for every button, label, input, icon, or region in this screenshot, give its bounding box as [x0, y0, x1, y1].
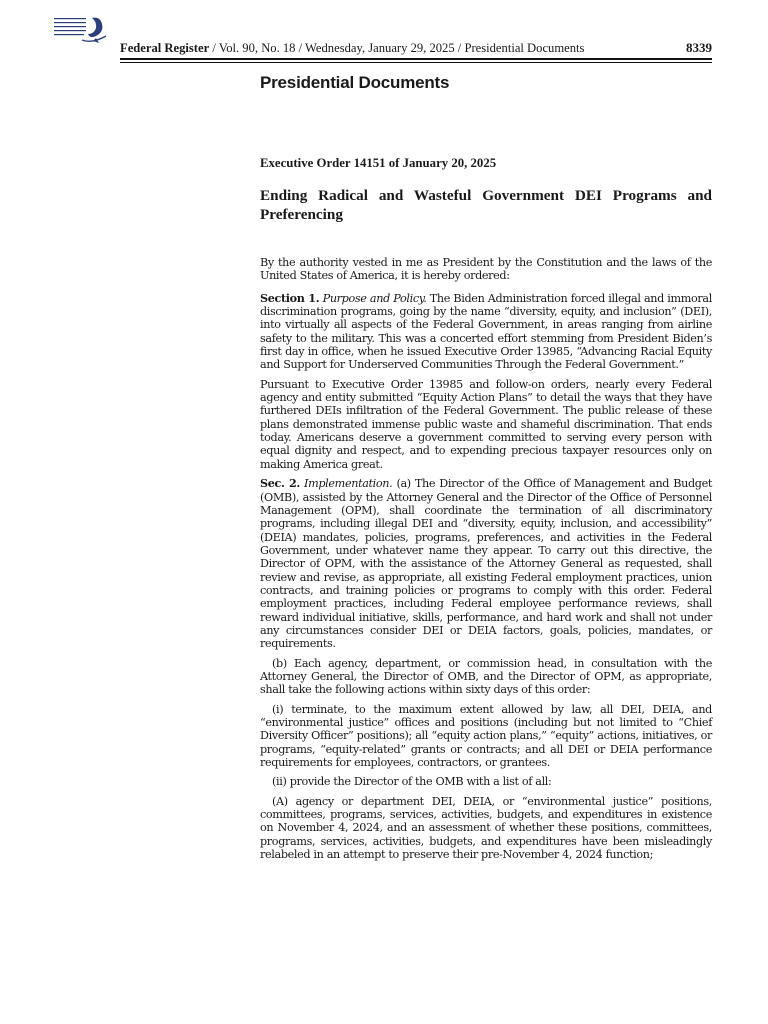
section-1-text: The Biden Administration forced illegal and immoral discrimination programs, going by the name “diversity, equity, and inclusion” (DEI), into virtually all aspects of the Federal Government, in areas ranging from airline safety to the military. This was a concerted effort stemming from President Biden’s first day in office, when he issued Executive Order 13985, “Advancing Racial Equity and Support for Underserved Communities Through the Federal Government.” — [260, 291, 712, 372]
section-title: Presidential Documents — [260, 73, 450, 92]
paragraph-ii: (ii) provide the Director of the OMB with a list of all: — [272, 775, 552, 789]
paragraph-b: (b) Each agency, department, or commission head, in consultation with the Attorney General, the Director of OMB, and the Director of OPM, as appropriate, shall take the following actions within sixty days of this order: — [260, 656, 712, 697]
page-number: 8339 — [686, 40, 712, 55]
executive-order-title: Ending Radical and Wasteful Government DEI Programs and Preferencing — [260, 187, 712, 223]
running-head — [120, 40, 712, 56]
paragraph-equity-action-plans: Pursuant to Executive Order 13985 and follow-on orders, nearly every Federal agency and entity submitted “Equity Action Plans” to detail the ways that they have furthered DEIs infiltration of the Federal Government. The public release of these plans demonstrated immense public waste and shameful discrimination. That ends today. Americans deserve a government committed to serving every person with equal dignity and respect, and to expending precious taxpayer resources only on making America great. — [260, 377, 712, 471]
gpo-authenticated-seal-icon — [52, 14, 112, 46]
section-1-heading: Purpose and Policy. — [322, 291, 427, 305]
preamble-paragraph: By the authority vested in me as President by the Constitution and the laws of the United States of America, it is hereby ordered: — [260, 256, 712, 283]
publication-name: Federal Register — [120, 41, 210, 55]
header-citation-text: / Vol. 90, No. 18 / Wednesday, January 29, 2025 / Presidential Documents — [209, 41, 585, 55]
executive-order-number: Executive Order 14151 of January 20, 2025 — [260, 156, 497, 170]
section-2-heading: Implementation. — [304, 477, 393, 491]
header-rule-thick — [120, 58, 712, 60]
section-2-paragraph — [260, 477, 712, 650]
section-1-paragraph — [260, 292, 712, 372]
section-1-label: Section 1. — [260, 290, 320, 305]
paragraph-i: (i) terminate, to the maximum extent allowed by law, all DEI, DEIA, and “environmental justice” offices and positions (including but not limited to “Chief Diversity Officer” positions); all “equity action plans,” “equity” actions, initiatives, or programs, “equity-related” grants or contracts; and all DEI or DEIA performance requirements for employees, contractors, or grantees. — [260, 702, 712, 770]
section-2-label: Sec. 2. — [260, 476, 300, 491]
header-rule-thin — [120, 62, 712, 63]
order-body — [260, 256, 712, 867]
header-citation — [120, 41, 584, 56]
section-2-text: (a) The Director of the Office of Management and Budget (OMB), assisted by the Attorney General and the Director of the Office of Personnel Management (OPM), shall coordinate the termination of all discriminatory programs, including illegal DEI and “diversity, equity, inclusion, and accessibility” (DEIA) mandates, policies, programs, preferences, and activities in the Federal Government, under whatever name they appear. To carry out this directive, the Director of OPM, with the assistance of the Attorney General as requested, shall review and revise, as appropriate, all existing Federal employment practices, union contracts, and training policies or programs to comply with this order. Federal employment practices, including Federal employee performance reviews, shall reward individual initiative, skills, performance, and hard work and shall not under any circumstances consider DEI or DEIA factors, goals, policies, mandates, or requirements. — [260, 477, 712, 651]
paragraph-A: (A) agency or department DEI, DEIA, or “environmental justice” positions, committees, programs, services, activities, budgets, and expenditures in existence on November 4, 2024, and an assessment of whether these positions, committees, programs, services, activities, budgets, and expenditures have been misleadingly relabeled in an attempt to preserve their pre-November 4, 2024 function; — [260, 794, 712, 862]
